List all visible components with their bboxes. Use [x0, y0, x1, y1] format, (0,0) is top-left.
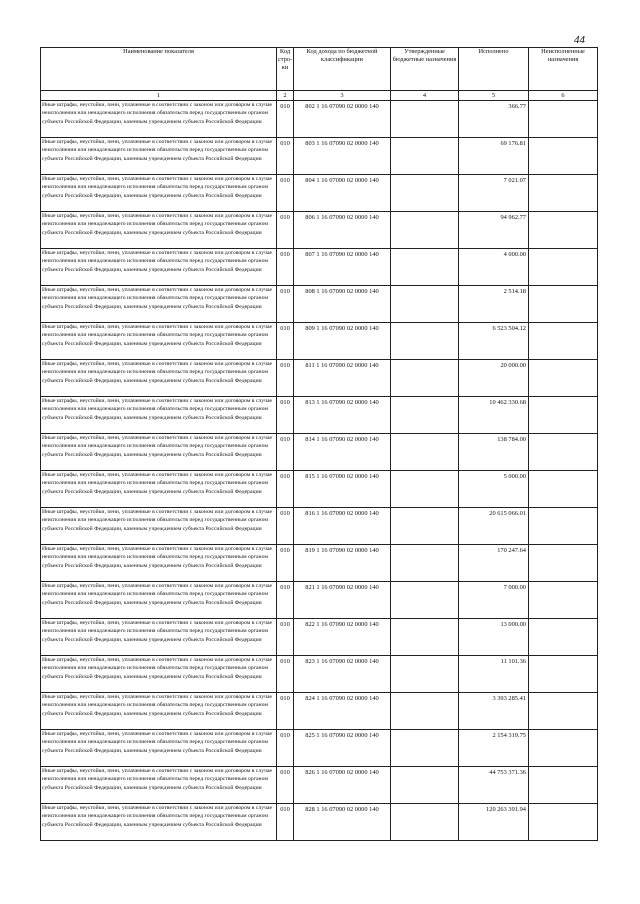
header-unexecuted: Неисполненные назначения — [529, 48, 598, 91]
row-income-code: 816 1 16 07090 02 0000 140 — [294, 508, 391, 545]
row-approved-amount — [391, 582, 459, 619]
table-row — [41, 730, 598, 767]
table-row — [41, 286, 598, 323]
row-indicator-name: Иные штрафы, неустойки, пени, уплаченные в соответствии с законом или договором в случае неисполнения или ненадлежащего исполнения обязательств перед государственным органом субъекта Российской Федерации, казенным учреждением субъекта Российской Федерации — [41, 138, 277, 175]
row-income-code: 826 1 16 07090 02 0000 140 — [294, 767, 391, 804]
row-executed-amount: 69 176.81 — [459, 138, 529, 175]
row-approved-amount — [391, 360, 459, 397]
table-header-row — [41, 48, 598, 91]
row-executed-amount: 2 154 319.75 — [459, 730, 529, 767]
row-unexecuted-amount — [529, 212, 598, 249]
row-indicator-name: Иные штрафы, неустойки, пени, уплаченные в соответствии с законом или договором в случае неисполнения или ненадлежащего исполнения обязательств перед государственным органом субъекта Российской Федерации, казенным учреждением субъекта Российской Федерации — [41, 286, 277, 323]
row-line-code: 010 — [277, 767, 294, 804]
table-row — [41, 582, 598, 619]
row-line-code: 010 — [277, 730, 294, 767]
row-indicator-name: Иные штрафы, неустойки, пени, уплаченные в соответствии с законом или договором в случае неисполнения или ненадлежащего исполнения обязательств перед государственным органом субъекта Российской Федерации, казенным учреждением субъекта Российской Федерации — [41, 175, 277, 212]
table-row — [41, 434, 598, 471]
table-row — [41, 545, 598, 582]
row-unexecuted-amount — [529, 619, 598, 656]
row-indicator-name: Иные штрафы, неустойки, пени, уплаченные в соответствии с законом или договором в случае неисполнения или ненадлежащего исполнения обязательств перед государственным органом субъекта Российской Федерации, казенным учреждением субъекта Российской Федерации — [41, 656, 277, 693]
header-approved: Утвержденные бюджетные назначения — [391, 48, 459, 91]
row-income-code: 815 1 16 07090 02 0000 140 — [294, 471, 391, 508]
table-row — [41, 619, 598, 656]
row-income-code: 824 1 16 07090 02 0000 140 — [294, 693, 391, 730]
row-income-code: 811 1 16 07090 02 0000 140 — [294, 360, 391, 397]
row-income-code: 825 1 16 07090 02 0000 140 — [294, 730, 391, 767]
row-unexecuted-amount — [529, 730, 598, 767]
row-approved-amount — [391, 249, 459, 286]
row-approved-amount — [391, 508, 459, 545]
row-unexecuted-amount — [529, 360, 598, 397]
row-line-code: 010 — [277, 323, 294, 360]
row-executed-amount: 94 962.77 — [459, 212, 529, 249]
table-row — [41, 508, 598, 545]
row-income-code: 806 1 16 07090 02 0000 140 — [294, 212, 391, 249]
table-row — [41, 656, 598, 693]
row-executed-amount: 10 462 330.68 — [459, 397, 529, 434]
row-indicator-name: Иные штрафы, неустойки, пени, уплаченные в соответствии с законом или договором в случае неисполнения или ненадлежащего исполнения обязательств перед государственным органом субъекта Российской Федерации, казенным учреждением субъекта Российской Федерации — [41, 508, 277, 545]
row-executed-amount: 13 000.00 — [459, 619, 529, 656]
row-unexecuted-amount — [529, 582, 598, 619]
row-income-code: 803 1 16 07090 02 0000 140 — [294, 138, 391, 175]
row-income-code: 808 1 16 07090 02 0000 140 — [294, 286, 391, 323]
row-indicator-name: Иные штрафы, неустойки, пени, уплаченные в соответствии с законом или договором в случае неисполнения или ненадлежащего исполнения обязательств перед государственным органом субъекта Российской Федерации, казенным учреждением субъекта Российской Федерации — [41, 730, 277, 767]
table-row — [41, 101, 598, 138]
row-executed-amount: 4 000.00 — [459, 249, 529, 286]
row-line-code: 010 — [277, 360, 294, 397]
row-executed-amount: 366.77 — [459, 101, 529, 138]
row-indicator-name: Иные штрафы, неустойки, пени, уплаченные в соответствии с законом или договором в случае неисполнения или ненадлежащего исполнения обязательств перед государственным органом субъекта Российской Федерации, казенным учреждением субъекта Российской Федерации — [41, 767, 277, 804]
table-row — [41, 397, 598, 434]
row-approved-amount — [391, 138, 459, 175]
row-unexecuted-amount — [529, 397, 598, 434]
column-number: 4 — [391, 91, 459, 101]
table-row — [41, 175, 598, 212]
row-approved-amount — [391, 175, 459, 212]
row-approved-amount — [391, 212, 459, 249]
row-income-code: 802 1 16 07090 02 0000 140 — [294, 101, 391, 138]
row-indicator-name: Иные штрафы, неустойки, пени, уплаченные в соответствии с законом или договором в случае неисполнения или ненадлежащего исполнения обязательств перед государственным органом субъекта Российской Федерации, казенным учреждением субъекта Российской Федерации — [41, 101, 277, 138]
row-executed-amount: 7 021.07 — [459, 175, 529, 212]
row-unexecuted-amount — [529, 767, 598, 804]
column-number-row — [41, 91, 598, 101]
row-unexecuted-amount — [529, 323, 598, 360]
column-number: 3 — [294, 91, 391, 101]
row-line-code: 010 — [277, 286, 294, 323]
row-line-code: 010 — [277, 175, 294, 212]
row-unexecuted-amount — [529, 175, 598, 212]
row-income-code: 823 1 16 07090 02 0000 140 — [294, 656, 391, 693]
row-approved-amount — [391, 286, 459, 323]
row-unexecuted-amount — [529, 545, 598, 582]
table-row — [41, 138, 598, 175]
row-indicator-name: Иные штрафы, неустойки, пени, уплаченные в соответствии с законом или договором в случае неисполнения или ненадлежащего исполнения обязательств перед государственным органом субъекта Российской Федерации, казенным учреждением субъекта Российской Федерации — [41, 360, 277, 397]
row-executed-amount: 20 000.00 — [459, 360, 529, 397]
row-income-code: 813 1 16 07090 02 0000 140 — [294, 397, 391, 434]
row-executed-amount: 44 753 371.36 — [459, 767, 529, 804]
row-line-code: 010 — [277, 471, 294, 508]
row-approved-amount — [391, 619, 459, 656]
page-number: 44 — [574, 34, 585, 46]
row-unexecuted-amount — [529, 693, 598, 730]
header-name: Наименование показателя — [41, 48, 277, 91]
row-unexecuted-amount — [529, 434, 598, 471]
row-line-code: 010 — [277, 656, 294, 693]
row-income-code: 809 1 16 07090 02 0000 140 — [294, 323, 391, 360]
table-body — [41, 101, 598, 841]
row-unexecuted-amount — [529, 471, 598, 508]
table-row — [41, 471, 598, 508]
row-income-code: 807 1 16 07090 02 0000 140 — [294, 249, 391, 286]
row-line-code: 010 — [277, 397, 294, 434]
row-indicator-name: Иные штрафы, неустойки, пени, уплаченные в соответствии с законом или договором в случае неисполнения или ненадлежащего исполнения обязательств перед государственным органом субъекта Российской Федерации, казенным учреждением субъекта Российской Федерации — [41, 471, 277, 508]
row-line-code: 010 — [277, 101, 294, 138]
table-row — [41, 249, 598, 286]
row-line-code: 010 — [277, 545, 294, 582]
row-approved-amount — [391, 545, 459, 582]
row-approved-amount — [391, 730, 459, 767]
row-indicator-name: Иные штрафы, неустойки, пени, уплаченные в соответствии с законом или договором в случае неисполнения или ненадлежащего исполнения обязательств перед государственным органом субъекта Российской Федерации, казенным учреждением субъекта Российской Федерации — [41, 323, 277, 360]
row-unexecuted-amount — [529, 508, 598, 545]
column-number: 2 — [277, 91, 294, 101]
row-approved-amount — [391, 471, 459, 508]
row-executed-amount: 138 784.00 — [459, 434, 529, 471]
table-row — [41, 323, 598, 360]
row-unexecuted-amount — [529, 249, 598, 286]
row-income-code: 819 1 16 07090 02 0000 140 — [294, 545, 391, 582]
row-unexecuted-amount — [529, 286, 598, 323]
row-line-code: 010 — [277, 249, 294, 286]
row-unexecuted-amount — [529, 656, 598, 693]
row-indicator-name: Иные штрафы, неустойки, пени, уплаченные в соответствии с законом или договором в случае неисполнения или ненадлежащего исполнения обязательств перед государственным органом субъекта Российской Федерации, казенным учреждением субъекта Российской Федерации — [41, 619, 277, 656]
row-income-code: 822 1 16 07090 02 0000 140 — [294, 619, 391, 656]
row-approved-amount — [391, 101, 459, 138]
row-approved-amount — [391, 767, 459, 804]
row-executed-amount: 3 393 285.41 — [459, 693, 529, 730]
row-line-code: 010 — [277, 434, 294, 471]
table-row — [41, 360, 598, 397]
table-row — [41, 693, 598, 730]
row-indicator-name: Иные штрафы, неустойки, пени, уплаченные в соответствии с законом или договором в случае неисполнения или ненадлежащего исполнения обязательств перед государственным органом субъекта Российской Федерации, казенным учреждением субъекта Российской Федерации — [41, 397, 277, 434]
row-indicator-name: Иные штрафы, неустойки, пени, уплаченные в соответствии с законом или договором в случае неисполнения или ненадлежащего исполнения обязательств перед государственным органом субъекта Российской Федерации, казенным учреждением субъекта Российской Федерации — [41, 804, 277, 841]
row-indicator-name: Иные штрафы, неустойки, пени, уплаченные в соответствии с законом или договором в случае неисполнения или ненадлежащего исполнения обязательств перед государственным органом субъекта Российской Федерации, казенным учреждением субъекта Российской Федерации — [41, 582, 277, 619]
column-number: 5 — [459, 91, 529, 101]
header-executed: Исполнено — [459, 48, 529, 91]
header-line-code: Код стро- ки — [277, 48, 294, 91]
row-line-code: 010 — [277, 508, 294, 545]
row-line-code: 010 — [277, 212, 294, 249]
row-income-code: 828 1 16 07090 02 0000 140 — [294, 804, 391, 841]
header-income-code: Код дохода по бюджетной классификации — [294, 48, 391, 91]
table-row — [41, 804, 598, 841]
column-number: 1 — [41, 91, 277, 101]
row-income-code: 804 1 16 07090 02 0000 140 — [294, 175, 391, 212]
row-approved-amount — [391, 693, 459, 730]
row-executed-amount: 2 514.18 — [459, 286, 529, 323]
row-indicator-name: Иные штрафы, неустойки, пени, уплаченные в соответствии с законом или договором в случае неисполнения или ненадлежащего исполнения обязательств перед государственным органом субъекта Российской Федерации, казенным учреждением субъекта Российской Федерации — [41, 434, 277, 471]
row-approved-amount — [391, 656, 459, 693]
row-executed-amount: 120 263 391.94 — [459, 804, 529, 841]
row-executed-amount: 11 101.36 — [459, 656, 529, 693]
table-row — [41, 212, 598, 249]
row-income-code: 814 1 16 07090 02 0000 140 — [294, 434, 391, 471]
table-row — [41, 767, 598, 804]
row-unexecuted-amount — [529, 138, 598, 175]
row-line-code: 010 — [277, 138, 294, 175]
row-income-code: 821 1 16 07090 02 0000 140 — [294, 582, 391, 619]
column-number: 6 — [529, 91, 598, 101]
row-line-code: 010 — [277, 582, 294, 619]
row-indicator-name: Иные штрафы, неустойки, пени, уплаченные в соответствии с законом или договором в случае неисполнения или ненадлежащего исполнения обязательств перед государственным органом субъекта Российской Федерации, казенным учреждением субъекта Российской Федерации — [41, 545, 277, 582]
row-line-code: 010 — [277, 804, 294, 841]
row-unexecuted-amount — [529, 804, 598, 841]
row-executed-amount: 6 523 504.12 — [459, 323, 529, 360]
row-approved-amount — [391, 804, 459, 841]
row-approved-amount — [391, 397, 459, 434]
row-executed-amount: 5 000.00 — [459, 471, 529, 508]
row-line-code: 010 — [277, 619, 294, 656]
row-indicator-name: Иные штрафы, неустойки, пени, уплаченные в соответствии с законом или договором в случае неисполнения или ненадлежащего исполнения обязательств перед государственным органом субъекта Российской Федерации, казенным учреждением субъекта Российской Федерации — [41, 212, 277, 249]
row-executed-amount: 7 000.00 — [459, 582, 529, 619]
row-unexecuted-amount — [529, 101, 598, 138]
row-indicator-name: Иные штрафы, неустойки, пени, уплаченные в соответствии с законом или договором в случае неисполнения или ненадлежащего исполнения обязательств перед государственным органом субъекта Российской Федерации, казенным учреждением субъекта Российской Федерации — [41, 693, 277, 730]
row-line-code: 010 — [277, 693, 294, 730]
row-approved-amount — [391, 323, 459, 360]
row-approved-amount — [391, 434, 459, 471]
budget-income-table — [40, 47, 598, 841]
row-executed-amount: 170 247.64 — [459, 545, 529, 582]
row-indicator-name: Иные штрафы, неустойки, пени, уплаченные в соответствии с законом или договором в случае неисполнения или ненадлежащего исполнения обязательств перед государственным органом субъекта Российской Федерации, казенным учреждением субъекта Российской Федерации — [41, 249, 277, 286]
row-executed-amount: 20 615 066.01 — [459, 508, 529, 545]
